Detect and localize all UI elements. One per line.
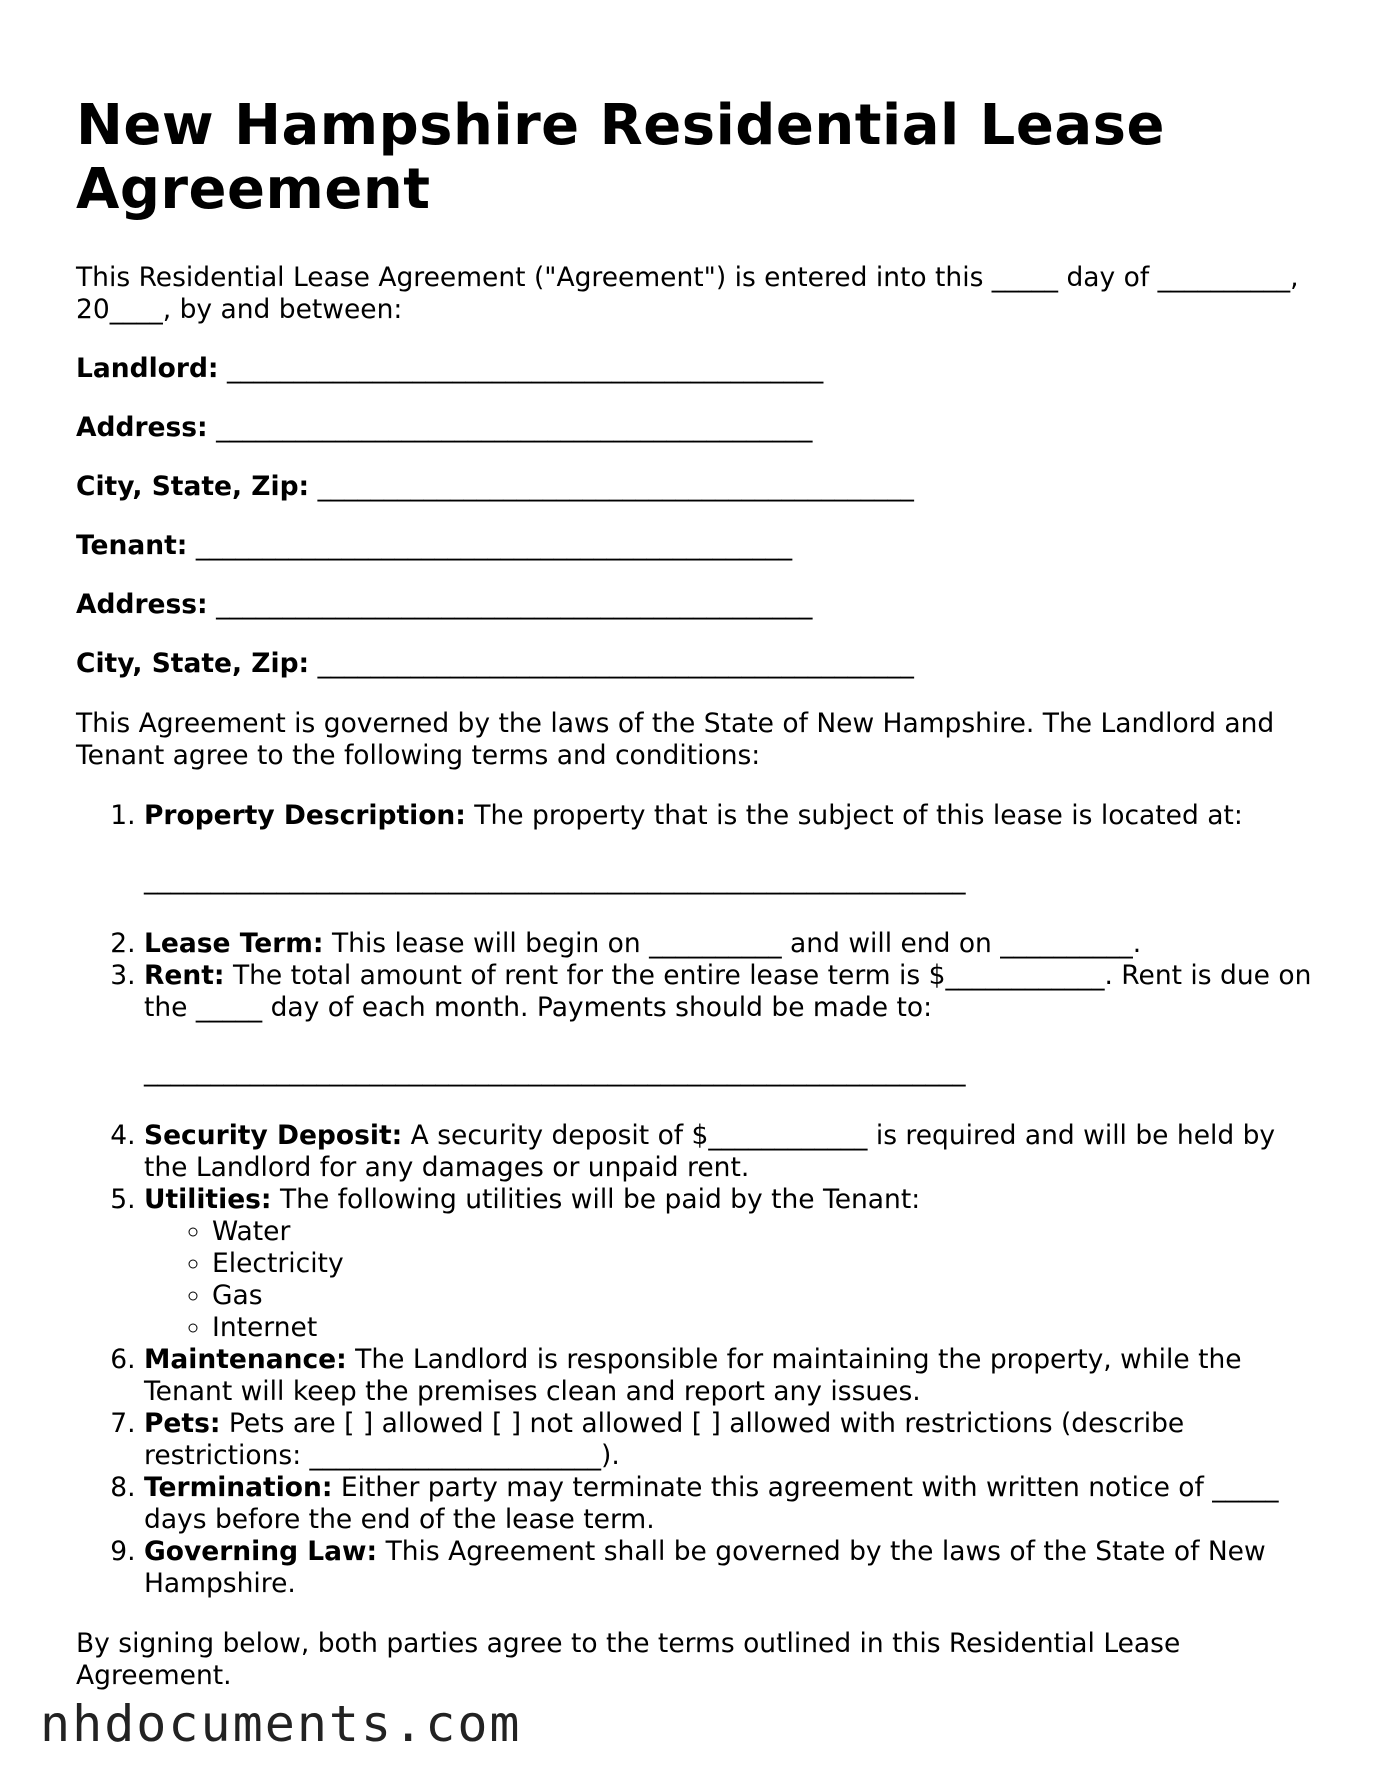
term-lease-term xyxy=(144,928,1316,960)
term-termination xyxy=(144,1472,1316,1536)
term-blank-line: ______________________________________________________________ xyxy=(144,864,966,895)
term-text: The total amount of rent for the entire lease term is $____________. Rent is due on the _____ day of each month. Payments should be made to: xyxy=(144,960,1312,1023)
term-rent xyxy=(144,960,1316,1088)
field-blank: _____________________________________________ xyxy=(216,589,813,620)
term-label: Governing Law: xyxy=(144,1536,378,1567)
closing-paragraph: By signing below, both parties agree to the terms outlined in this Residential Lease Agreement. xyxy=(76,1628,1181,1691)
utility-item: ◦ Internet xyxy=(212,1312,1316,1344)
tenant-city-state-zip-field xyxy=(76,648,1316,680)
term-label: Utilities: xyxy=(144,1184,272,1215)
governing-intro-paragraph: This Agreement is governed by the laws of the State of New Hampshire. The Landlord and Tenant agree to the following terms and conditions: xyxy=(76,708,1275,771)
tenant-address-field xyxy=(76,589,1316,621)
term-blank-line: ______________________________________________________________ xyxy=(144,1056,966,1087)
field-label: Landlord: xyxy=(76,353,219,384)
term-label: Property Description: xyxy=(144,800,466,831)
field-label: Address: xyxy=(76,412,208,443)
intro-paragraph: This Residential Lease Agreement ("Agreement") is entered into this _____ day of __________, 20____, by and between: xyxy=(76,262,1299,325)
term-maintenance xyxy=(144,1344,1316,1408)
landlord-address-field xyxy=(76,412,1316,444)
utility-item: ◦ Gas xyxy=(212,1280,1316,1312)
utility-item: ◦ Electricity xyxy=(212,1248,1316,1280)
utilities-list xyxy=(144,1216,1316,1344)
term-label: Rent: xyxy=(144,960,225,991)
term-text: The following utilities will be paid by the Tenant: xyxy=(271,1184,921,1215)
terms-list xyxy=(76,800,1316,1600)
term-security-deposit xyxy=(144,1120,1316,1184)
field-blank: _____________________________________________ xyxy=(216,412,813,443)
term-pets xyxy=(144,1408,1316,1472)
term-text: Pets are [ ] allowed [ ] not allowed [ ] allowed with restrictions (describe restrictions: ______________________). xyxy=(144,1408,1185,1471)
document-title: New Hampshire Residential Lease Agreement xyxy=(76,93,1165,222)
term-governing-law xyxy=(144,1536,1316,1600)
term-utilities xyxy=(144,1184,1316,1344)
field-blank: _____________________________________________ xyxy=(226,353,824,384)
field-label: City, State, Zip: xyxy=(76,471,310,502)
term-text: This Agreement shall be governed by the laws of the State of New Hampshire. xyxy=(144,1536,1266,1599)
field-label: Tenant: xyxy=(76,530,188,561)
term-label: Maintenance: xyxy=(144,1344,347,1375)
field-label: City, State, Zip: xyxy=(76,648,310,679)
term-label: Lease Term: xyxy=(144,928,324,959)
term-text: Either party may terminate this agreement with written notice of _____ days before the end of the lease term. xyxy=(144,1472,1279,1535)
term-text: A security deposit of $____________ is required and will be held by the Landlord for any damages or unpaid rent. xyxy=(144,1120,1276,1183)
field-label: Address: xyxy=(76,589,208,620)
term-label: Pets: xyxy=(144,1408,221,1439)
term-text: The Landlord is responsible for maintaining the property, while the Tenant will keep the premises clean and report any issues. xyxy=(144,1344,1242,1407)
field-blank: _____________________________________________ xyxy=(317,471,914,502)
document-page xyxy=(76,94,1316,1692)
landlord-field xyxy=(76,353,1316,385)
utility-item: ◦ Water xyxy=(212,1216,1316,1248)
term-text: This lease will begin on __________ and will end on __________. xyxy=(323,928,1142,959)
term-text: The property that is the subject of this lease is located at: xyxy=(465,800,1243,831)
tenant-field xyxy=(76,530,1316,562)
field-blank: _____________________________________________ xyxy=(195,530,793,561)
landlord-city-state-zip-field xyxy=(76,471,1316,503)
term-property-description xyxy=(144,800,1316,896)
watermark: nhdocuments.com xyxy=(40,1695,522,1753)
field-blank: _____________________________________________ xyxy=(317,648,914,679)
term-label: Termination: xyxy=(144,1472,333,1503)
term-label: Security Deposit: xyxy=(144,1120,403,1151)
